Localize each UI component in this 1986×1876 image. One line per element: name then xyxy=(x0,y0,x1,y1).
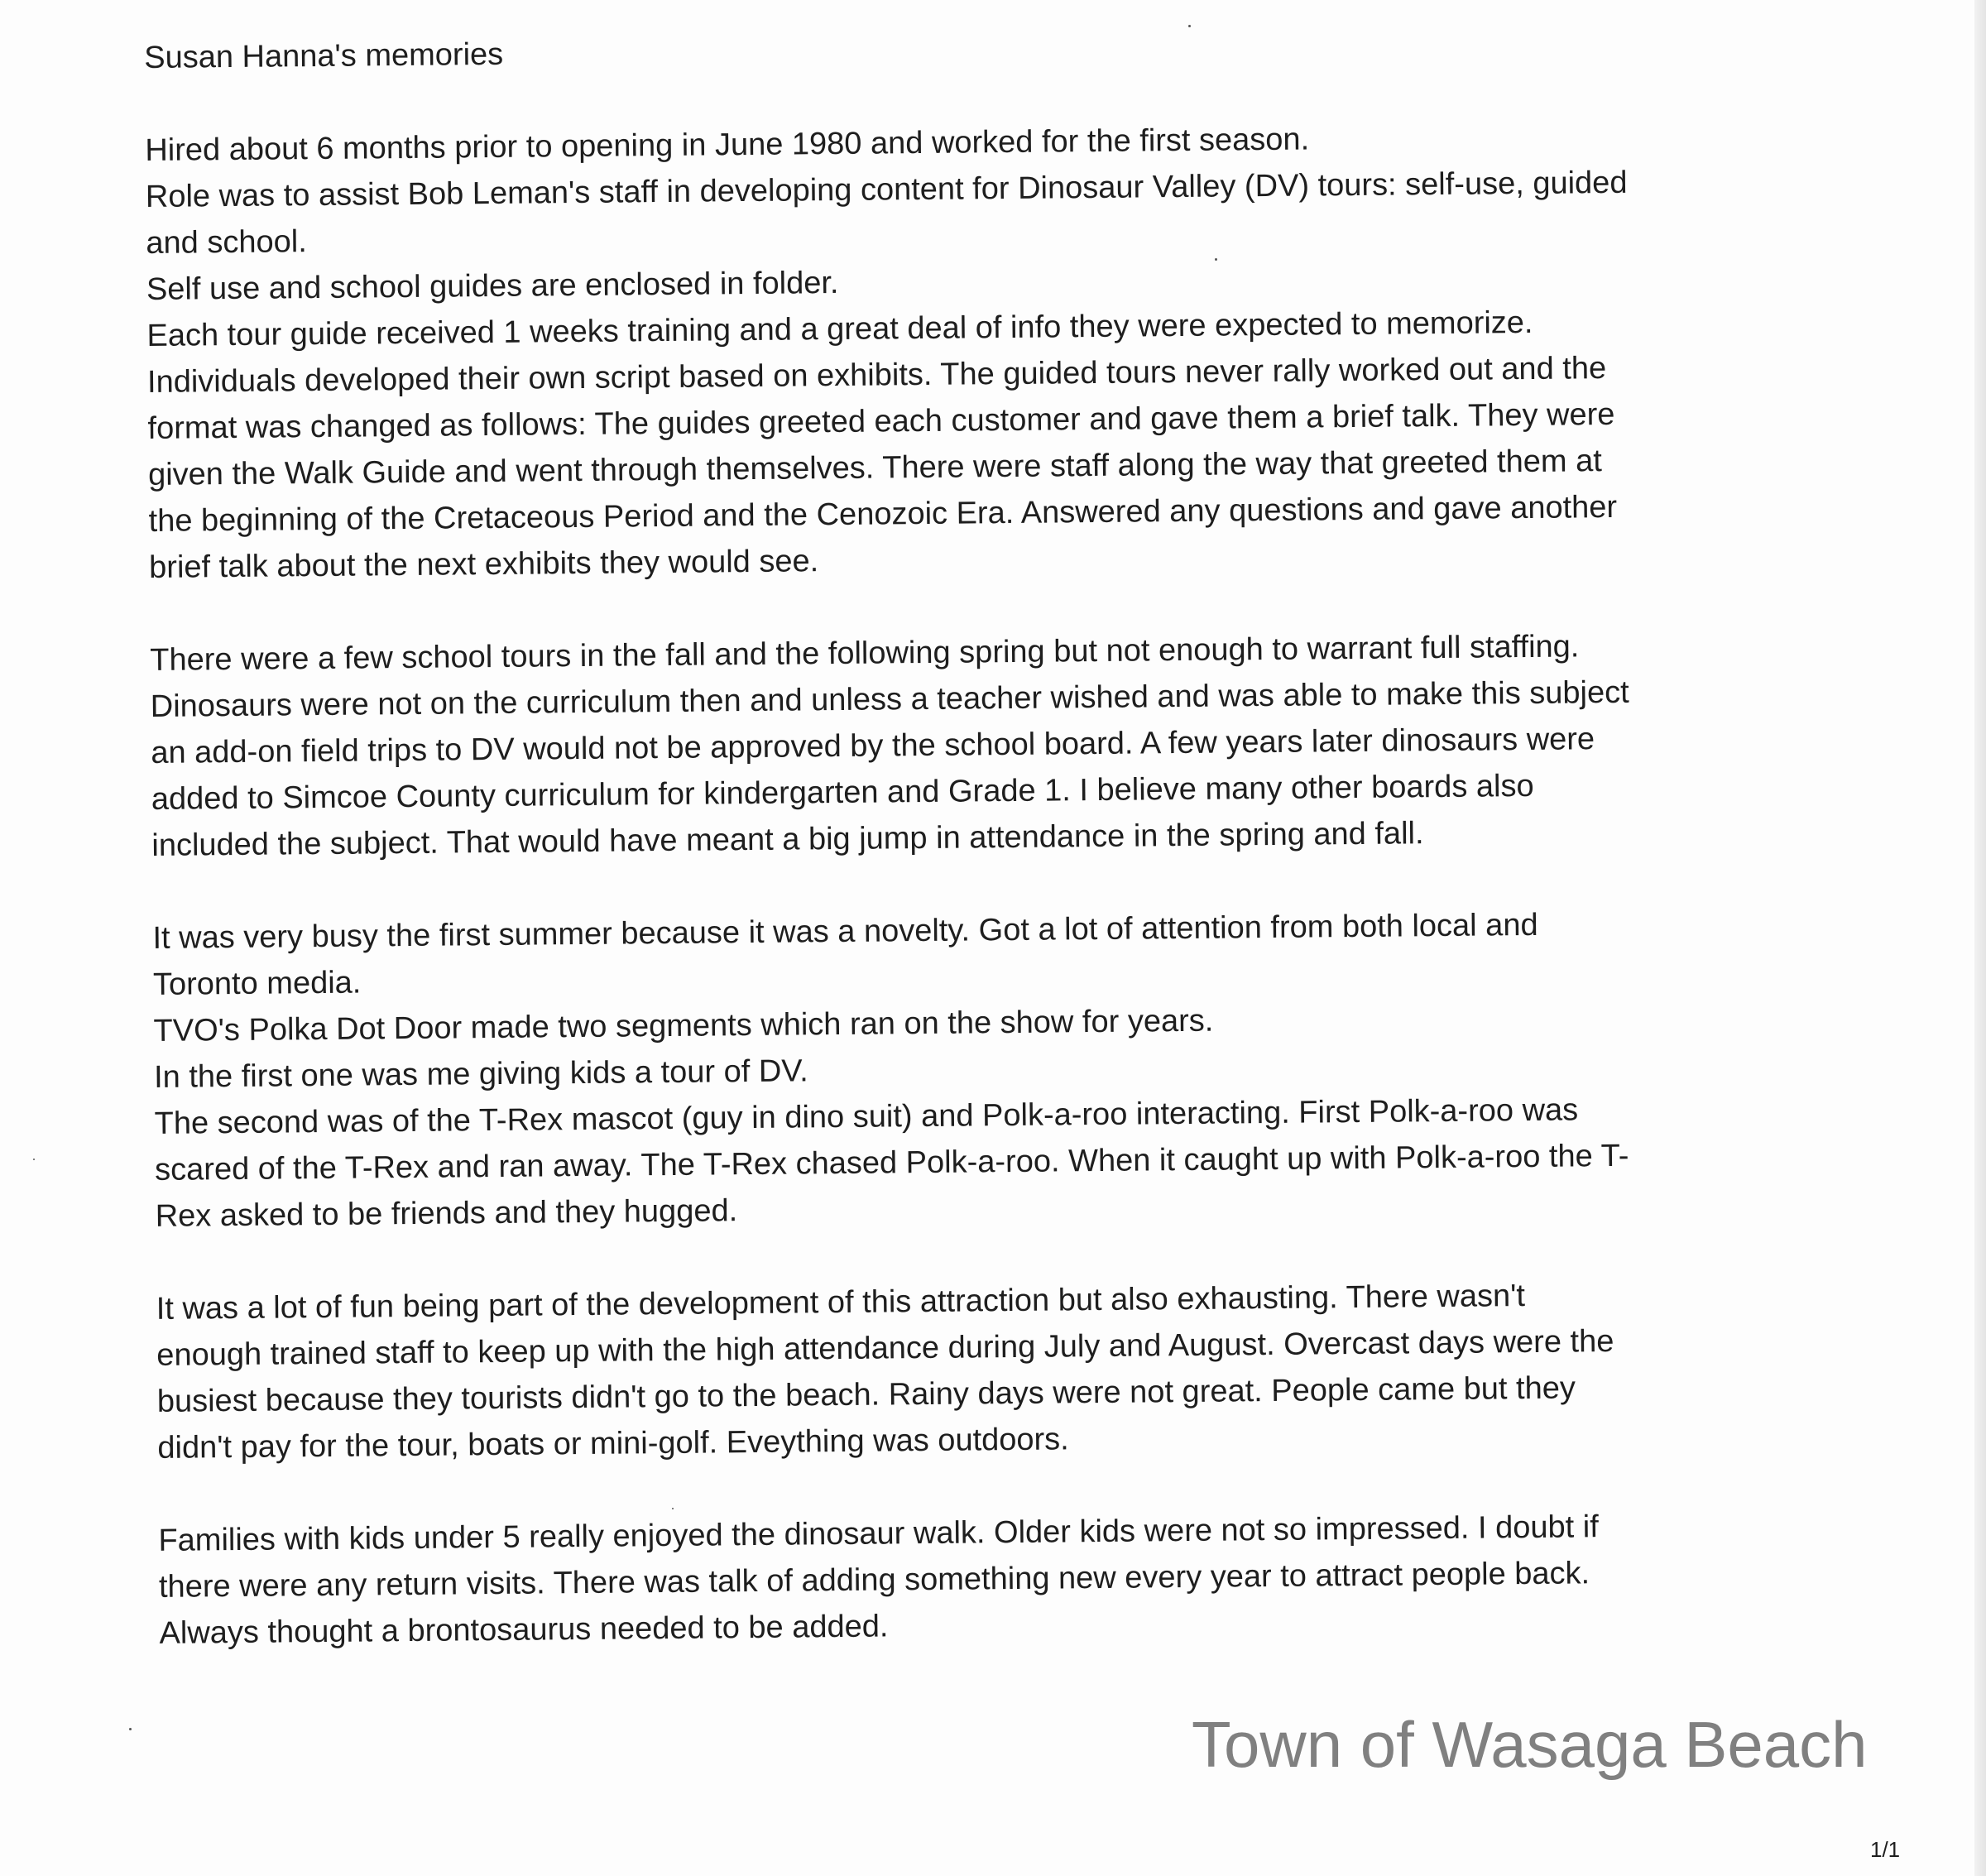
text-line: There were a few school tours in the fall and the following spring but not enough to warrant full staffing. xyxy=(150,629,1580,678)
text-line: TVO's Polka Dot Door made two segments which ran on the show for years. xyxy=(153,1003,1214,1048)
watermark: Town of Wasaga Beach xyxy=(1192,1708,1868,1781)
page-number: 1/1 xyxy=(1870,1837,1901,1862)
text-line: didn't pay for the tour, boats or mini-golf. Eveything was outdoors. xyxy=(157,1422,1069,1466)
text-line: In the first one was me giving kids a tour of DV. xyxy=(153,1053,808,1095)
text-line: Self use and school guides are enclosed in folder. xyxy=(146,265,839,307)
text-line: Each tour guide received 1 weeks training and a great deal of info they were expected to memorize. xyxy=(146,305,1533,353)
text-line: Role was to assist Bob Leman's staff in developing content for Dinosaur Valley (DV) tours: self-use, guided xyxy=(145,165,1628,214)
text-line: Hired about 6 months prior to opening in June 1980 and worked for the first season. xyxy=(145,122,1310,168)
text-line: given the Walk Guide and went through themselves. There were staff along the way that greeted them at xyxy=(147,444,1602,492)
text-line: scared of the T-Rex and ran away. The T-Rex chased Polk-a-roo. When it caught up with Polk-a-roo the T- xyxy=(154,1138,1629,1187)
document-title: Susan Hanna's memories xyxy=(144,36,504,75)
scan-speck xyxy=(33,1159,35,1160)
text-line: there were any return visits. There was talk of adding something new every year to attract people back. xyxy=(158,1556,1590,1605)
paragraph xyxy=(156,1269,1846,1471)
text-line: enough trained staff to keep up with the high attendance during July and August. Overcast days were the xyxy=(156,1324,1614,1373)
text-line: included the subject. That would have meant a big jump in attendance in the spring and fall. xyxy=(151,816,1424,863)
text-line: Toronto media. xyxy=(152,965,362,1002)
scan-speck xyxy=(129,1728,132,1730)
text-line: busiest because they tourists didn't go to the beach. Rainy days were not great. People came but they xyxy=(156,1370,1576,1419)
memoir-text xyxy=(144,18,1848,1702)
scan-edge-shadow xyxy=(1974,0,1986,1876)
text-line: It was very busy the first summer because it was a novelty. Got a lot of attention from both local and xyxy=(152,907,1538,956)
text-line: Dinosaurs were not on the curriculum then and unless a teacher wished and was able to make this subject xyxy=(150,674,1629,724)
text-line: Individuals developed their own script based on exhibits. The guided tours never rally worked out and the xyxy=(146,351,1607,400)
text-line: format was changed as follows: The guides greeted each customer and gave them a brief talk. They were xyxy=(147,396,1615,446)
text-line: and school. xyxy=(146,224,307,261)
text-line: added to Simcoe County curriculum for kindergarten and Grade 1. I believe many other boards also xyxy=(151,768,1534,817)
text-line: brief talk about the next exhibits they would see. xyxy=(148,544,819,585)
paragraph xyxy=(150,621,1840,869)
text-line: It was a lot of fun being part of the development of this attraction but also exhausting. There wasn't xyxy=(156,1279,1526,1327)
text-line: Families with kids under 5 really enjoyed the dinosaur walk. Older kids were not so impressed. I doubt if xyxy=(158,1509,1599,1558)
text-line: Rex asked to be friends and they hugged. xyxy=(155,1193,738,1234)
paragraph xyxy=(158,1501,1848,1657)
text-line: The second was of the T-Rex mascot (guy in dino suit) and Polk-a-roo interacting. First Polk-a-roo was xyxy=(154,1092,1579,1141)
text-line: the beginning of the Cretaceous Period and the Cenozoic Era. Answered any questions and gave another xyxy=(148,489,1618,539)
text-line: an add-on field trips to DV would not be approved by the school board. A few years later dinosaurs were xyxy=(151,722,1595,770)
paragraph xyxy=(152,899,1844,1240)
paragraph-list xyxy=(145,111,1848,1656)
text-line: Always thought a brontosaurus needed to be added. xyxy=(159,1609,889,1651)
paragraph xyxy=(145,111,1837,591)
